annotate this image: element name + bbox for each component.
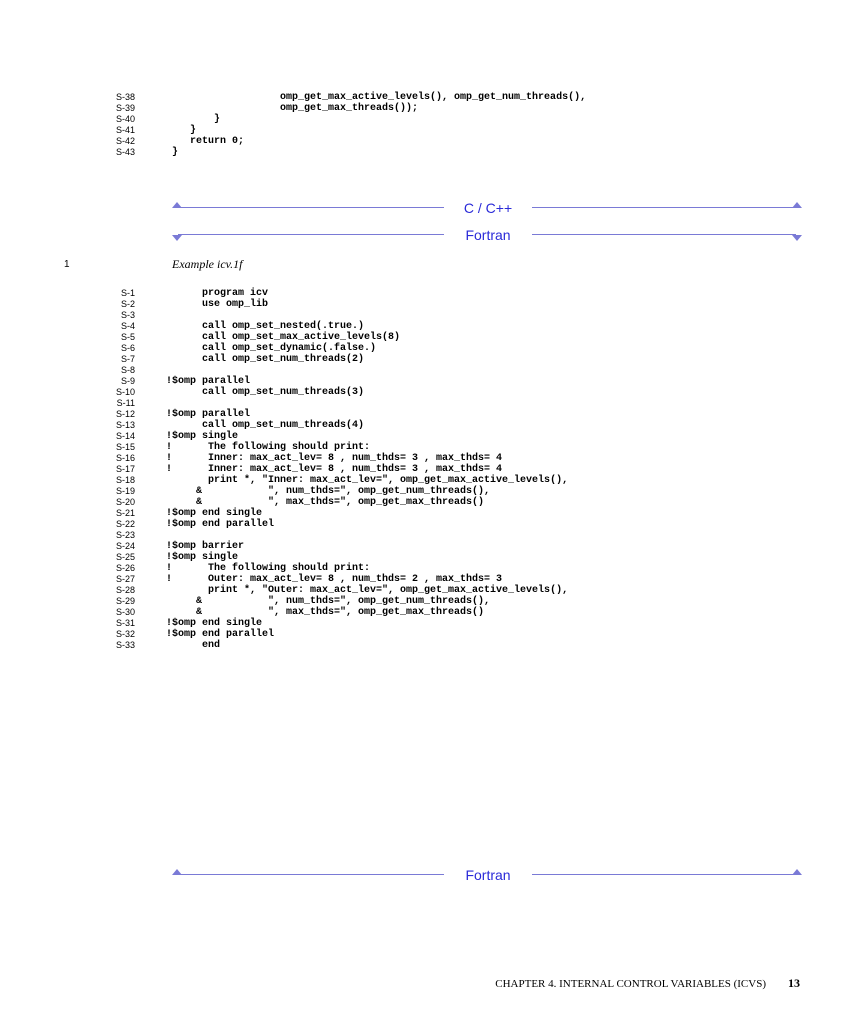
code-text: }	[172, 114, 221, 125]
code-text: call omp_set_dynamic(.false.)	[166, 343, 377, 354]
source-line-number: S-5	[120, 332, 135, 342]
separator-line	[532, 874, 796, 875]
source-line-number: S-29	[115, 596, 135, 606]
code-line	[0, 321, 864, 332]
source-line-number: S-30	[115, 607, 135, 617]
code-line	[0, 574, 864, 585]
source-line-number: S-23	[115, 530, 135, 540]
code-line	[0, 596, 864, 607]
code-line	[0, 486, 864, 497]
code-line	[0, 607, 864, 618]
code-text: ! The following should print:	[166, 442, 371, 453]
source-line-number: S-1	[120, 288, 135, 298]
code-text: & ", num_thds=", omp_get_num_threads(),	[166, 596, 491, 607]
code-line	[0, 420, 864, 431]
source-line-number: S-12	[115, 409, 135, 419]
code-text: !$omp end parallel	[166, 629, 275, 640]
source-line-number: S-31	[115, 618, 135, 628]
source-line-number: S-26	[115, 563, 135, 573]
source-line-number: S-41	[115, 125, 135, 135]
separator-line	[178, 874, 444, 875]
code-line	[0, 618, 864, 629]
code-line	[0, 508, 864, 519]
code-line	[0, 409, 864, 420]
c-cpp-label: C / C++	[463, 200, 513, 216]
code-line	[0, 343, 864, 354]
source-line-number: S-16	[115, 453, 135, 463]
source-line-number: S-4	[120, 321, 135, 331]
source-line-number: S-9	[120, 376, 135, 386]
code-line	[0, 136, 864, 147]
source-line-number: S-28	[115, 585, 135, 595]
separator-line	[532, 207, 796, 208]
example-title: Example icv.1f	[172, 257, 243, 271]
code-line	[0, 629, 864, 640]
source-line-number: S-7	[120, 354, 135, 364]
code-line	[0, 585, 864, 596]
code-line	[0, 519, 864, 530]
source-line-number: S-6	[120, 343, 135, 353]
code-line	[0, 387, 864, 398]
code-text: !$omp parallel	[166, 409, 251, 420]
separator-line	[178, 207, 444, 208]
separator-arrow-down-icon	[172, 235, 182, 241]
code-line	[0, 640, 864, 651]
fortran-label: Fortran	[465, 227, 511, 243]
source-line-number: S-10	[115, 387, 135, 397]
source-line-number: S-20	[115, 497, 135, 507]
code-text: call omp_set_num_threads(2)	[166, 354, 365, 365]
code-text: end	[166, 640, 221, 651]
code-text: !$omp barrier	[166, 541, 245, 552]
code-line	[0, 453, 864, 464]
source-line-number: S-33	[115, 640, 135, 650]
source-line-number: S-3	[120, 310, 135, 320]
source-line-number: S-17	[115, 464, 135, 474]
separator-line	[532, 234, 796, 235]
source-line-number: S-43	[115, 147, 135, 157]
code-line	[0, 125, 864, 136]
page-footer	[0, 976, 800, 991]
fortran-begin-separator	[172, 227, 802, 243]
c-code-listing-tail	[0, 92, 864, 158]
code-line	[0, 332, 864, 343]
separator-arrow-up-icon	[792, 202, 802, 208]
code-text: call omp_set_max_active_levels(8)	[166, 332, 401, 343]
code-text: print *, "Outer: max_act_lev=", omp_get_max_active_levels(),	[166, 585, 569, 596]
source-line-number: S-22	[115, 519, 135, 529]
code-text: call omp_set_num_threads(3)	[166, 387, 365, 398]
code-line	[0, 464, 864, 475]
code-text: }	[172, 125, 197, 136]
code-line	[0, 376, 864, 387]
code-line	[0, 310, 864, 321]
fortran-code-listing	[0, 288, 864, 651]
code-line	[0, 497, 864, 508]
code-text: ! Inner: max_act_lev= 8 , num_thds= 3 , max_thds= 4	[166, 453, 503, 464]
code-text: ! The following should print:	[166, 563, 371, 574]
code-text: }	[172, 147, 179, 158]
code-text: omp_get_max_active_levels(), omp_get_num_threads(),	[172, 92, 587, 103]
code-line	[0, 354, 864, 365]
fortran-end-separator	[172, 867, 802, 883]
source-line-number: S-18	[115, 475, 135, 485]
separator-arrow-up-icon	[792, 869, 802, 875]
code-line	[0, 114, 864, 125]
code-line	[0, 475, 864, 486]
separator-arrow-down-icon	[792, 235, 802, 241]
source-line-number: S-13	[115, 420, 135, 430]
code-text: call omp_set_num_threads(4)	[166, 420, 365, 431]
page-number: 13	[788, 976, 800, 990]
code-text: !$omp end parallel	[166, 519, 275, 530]
code-line	[0, 147, 864, 158]
source-line-number: S-24	[115, 541, 135, 551]
source-line-number: S-14	[115, 431, 135, 441]
code-text: & ", max_thds=", omp_get_max_threads()	[166, 607, 485, 618]
code-text: !$omp end single	[166, 508, 263, 519]
code-text: return 0;	[172, 136, 245, 147]
source-line-number: S-32	[115, 629, 135, 639]
code-line	[0, 530, 864, 541]
code-line	[0, 541, 864, 552]
code-text: !$omp single	[166, 431, 239, 442]
code-text: program icv	[166, 288, 269, 299]
separator-line	[178, 234, 444, 235]
source-line-number: S-42	[115, 136, 135, 146]
code-text: call omp_set_nested(.true.)	[166, 321, 365, 332]
code-text: omp_get_max_threads());	[172, 103, 419, 114]
code-text: ! Outer: max_act_lev= 8 , num_thds= 2 , max_thds= 3	[166, 574, 503, 585]
code-line	[0, 552, 864, 563]
source-line-number: S-15	[115, 442, 135, 452]
source-line-number: S-40	[115, 114, 135, 124]
code-line	[0, 299, 864, 310]
source-line-number: S-21	[115, 508, 135, 518]
code-text: use omp_lib	[166, 299, 269, 310]
code-text: !$omp end single	[166, 618, 263, 629]
code-line	[0, 563, 864, 574]
source-line-number: S-25	[115, 552, 135, 562]
code-text: & ", num_thds=", omp_get_num_threads(),	[166, 486, 491, 497]
code-text: ! Inner: max_act_lev= 8 , num_thds= 3 , max_thds= 4	[166, 464, 503, 475]
source-line-number: S-19	[115, 486, 135, 496]
margin-line-number: 1	[64, 259, 70, 270]
code-text: print *, "Inner: max_act_lev=", omp_get_max_active_levels(),	[166, 475, 569, 486]
source-line-number: S-2	[120, 299, 135, 309]
code-line	[0, 103, 864, 114]
chapter-title: CHAPTER 4. INTERNAL CONTROL VARIABLES (ICVS)	[495, 978, 766, 990]
source-line-number: S-39	[115, 103, 135, 113]
code-line	[0, 365, 864, 376]
code-line	[0, 288, 864, 299]
c-cpp-end-separator	[172, 200, 802, 216]
code-line	[0, 398, 864, 409]
code-line	[0, 92, 864, 103]
source-line-number: S-8	[120, 365, 135, 375]
source-line-number: S-38	[115, 92, 135, 102]
code-line	[0, 442, 864, 453]
source-line-number: S-11	[116, 398, 135, 408]
code-text: & ", max_thds=", omp_get_max_threads()	[166, 497, 485, 508]
code-line	[0, 431, 864, 442]
fortran-label: Fortran	[465, 867, 511, 883]
source-line-number: S-27	[115, 574, 135, 584]
code-text: !$omp parallel	[166, 376, 251, 387]
code-text: !$omp single	[166, 552, 239, 563]
